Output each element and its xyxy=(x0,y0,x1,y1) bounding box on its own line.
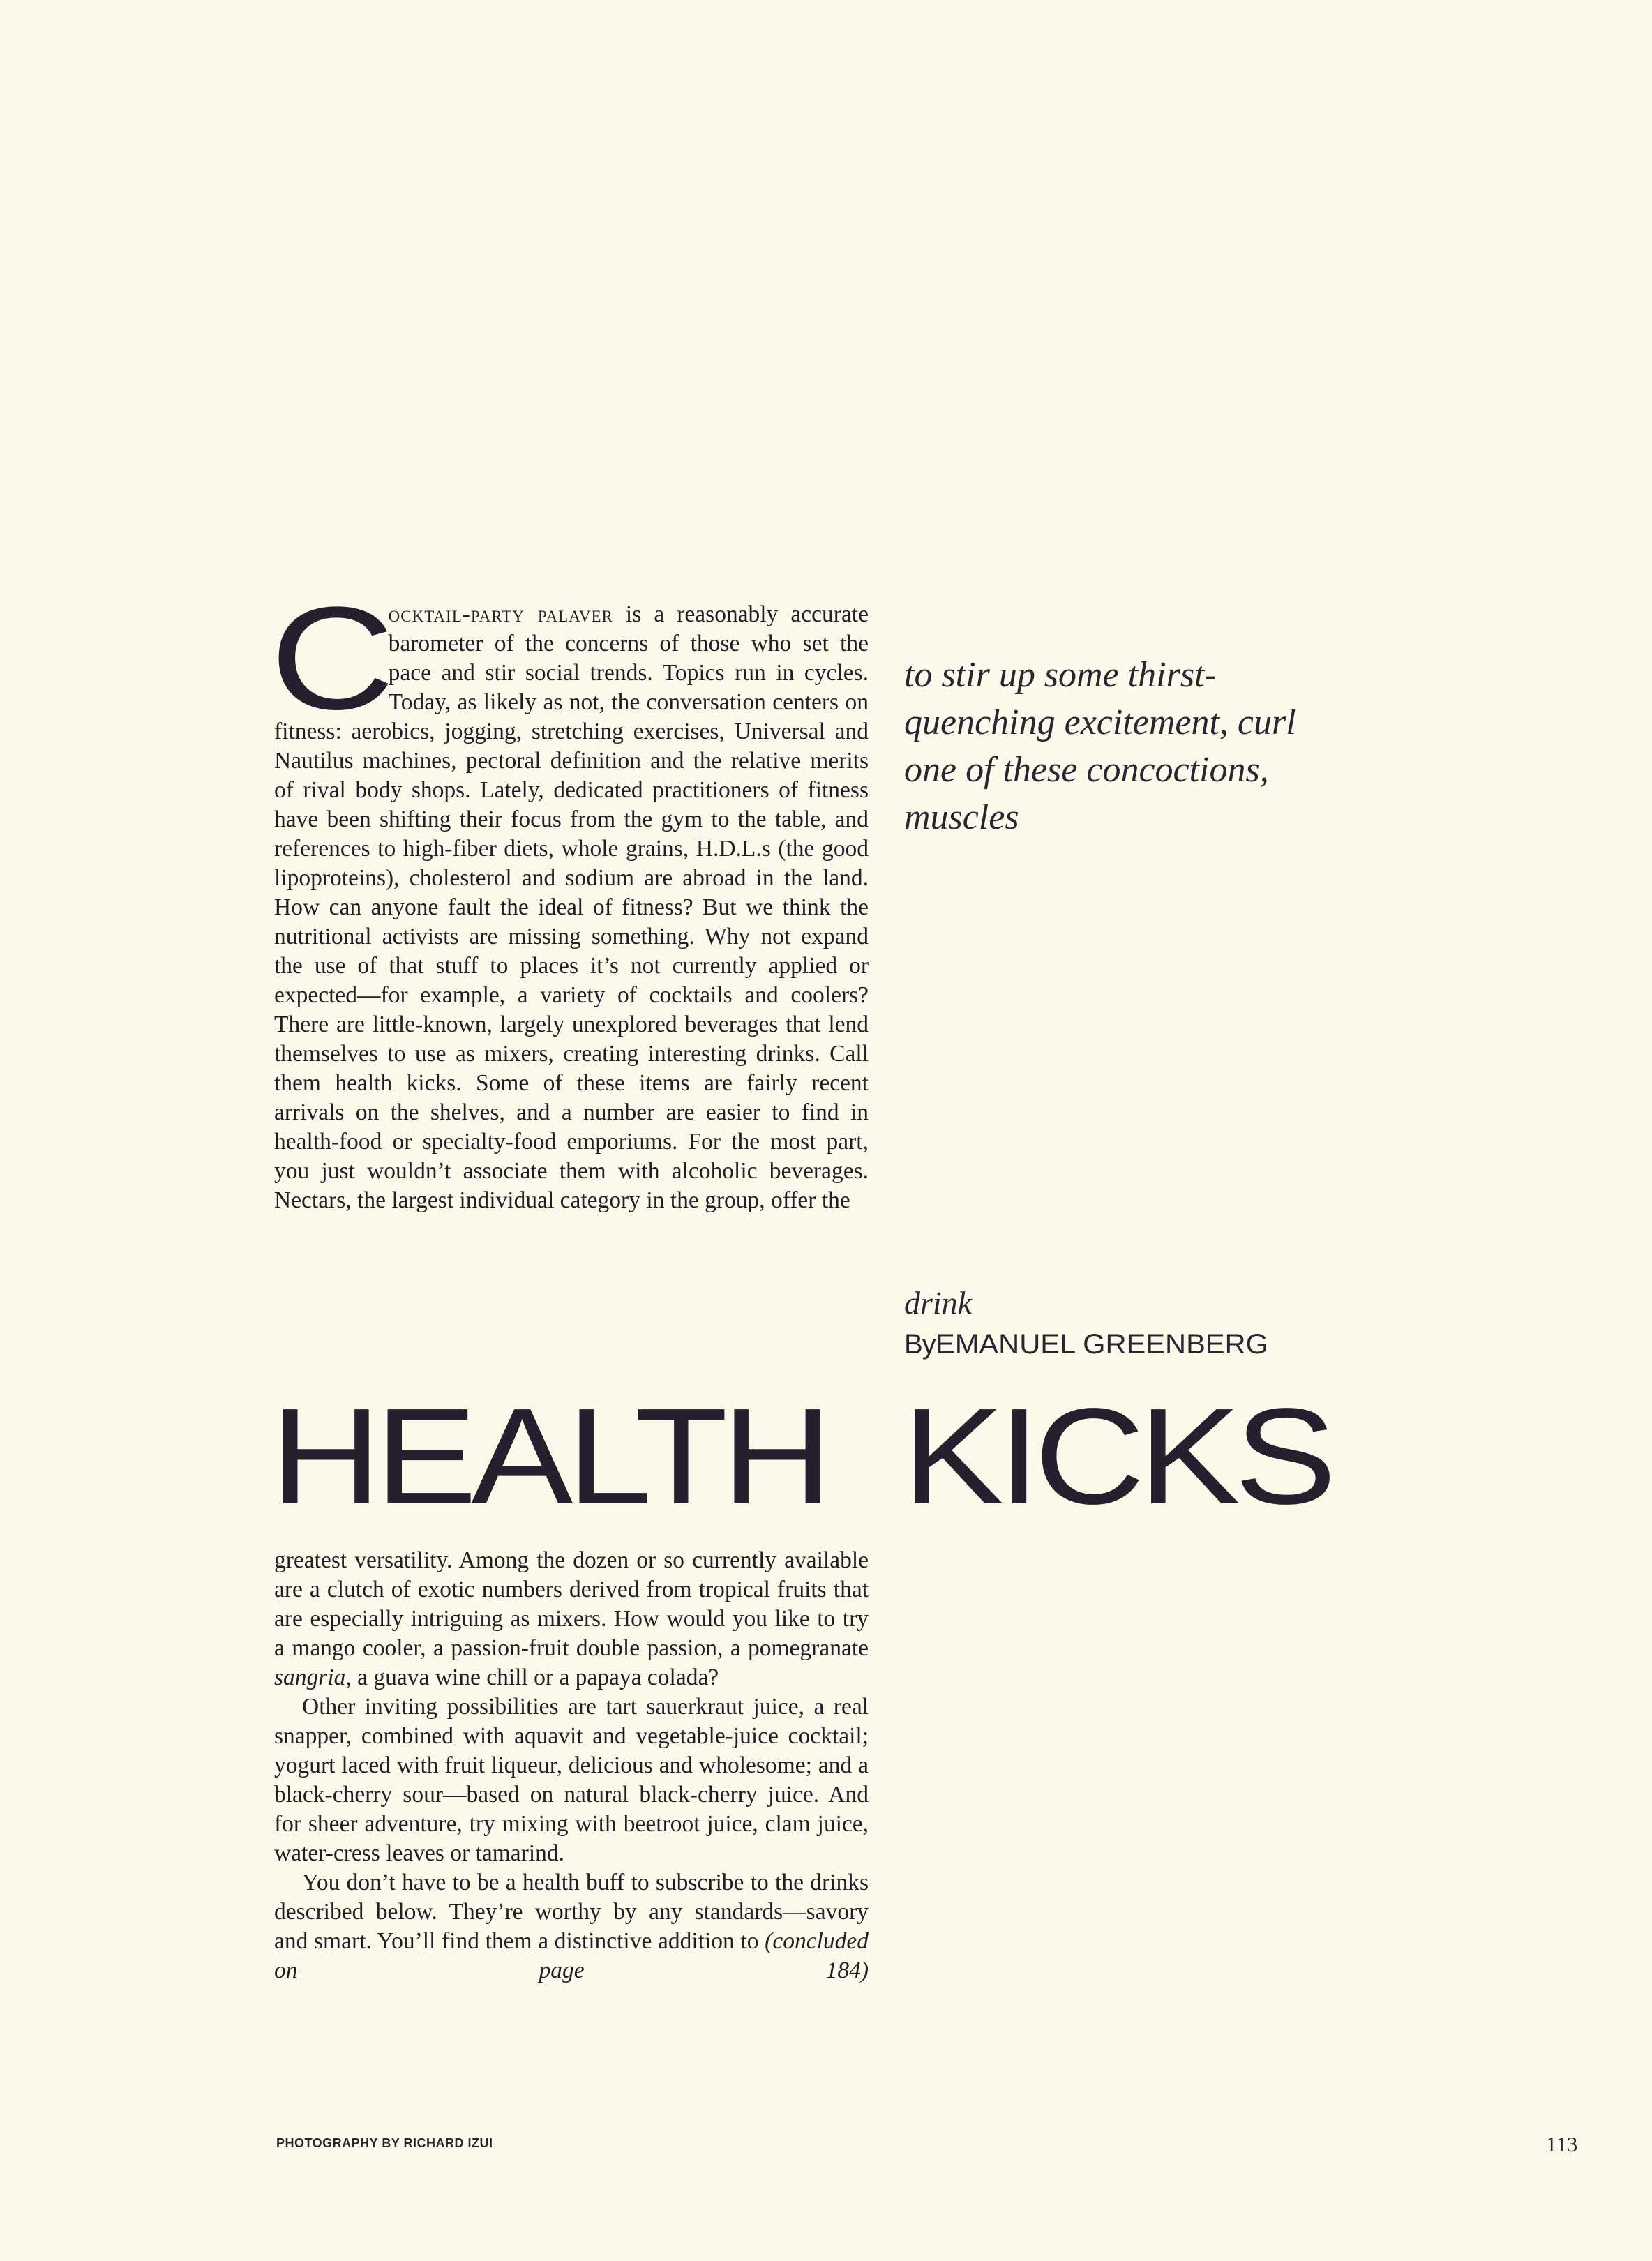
article-intro-column xyxy=(270,576,869,1215)
headline xyxy=(271,1380,1359,1533)
body-paragraph xyxy=(274,1546,869,1692)
headline-word-kicks: KICKS xyxy=(902,1380,1330,1533)
lead-in-smallcaps: ocktail-party palaver xyxy=(388,601,613,627)
pull-quote: to stir up some thirst-quenching excitement, curl one of these concoctions, muscles xyxy=(904,655,1296,837)
body-paragraph xyxy=(274,1868,869,1985)
page-number: 113 xyxy=(1546,2132,1578,2156)
byline-author: EMANUEL GREENBERG xyxy=(935,1329,1268,1360)
drop-cap: C xyxy=(270,576,392,740)
intro-text: is a reasonably accurate barometer of the concerns of those who set the pace and stir social trends. Topics run in cycles. Today, as likely as not, the conversation centers on fitness: aerobics, jogging, stretching exercises, Universal and Nautilus machines, pectoral definition and the relative merits of rival body shops. Lately, dedicated practitioners of fitness have been shifting their focus from the gym to the table, and references to high-fiber diets, whole grains, H.D.L.s (the good lipoproteins), cholesterol and sodium are abroad in the land. How can anyone fault the ideal of fitness? But we think the nutritional activists are missing something. Why not expand the use of that stuff to places it’s not currently applied or expected—for example, a variety of cocktails and coolers? There are little-known, largely unexplored beverages that lend themselves to use as mixers, creating interesting drinks. Call them health kicks. Some of these items are fairly recent arrivals on the shelves, and a number are easier to find in health-food or specialty-food emporiums. For the most part, you just wouldn’t associate them with alcoholic beverages. Nectars, the largest individual category in the group, offer the xyxy=(274,601,869,1213)
headline-word-health: HEALTH xyxy=(271,1380,827,1533)
byline xyxy=(904,1328,1268,1360)
body-text: greatest versatility. Among the dozen or so currently available are a clutch of exotic numbers derived from tropical fruits that are especially intriguing as mixers. How would you like to try a mango cooler, a passion-fruit double passion, a pomegranate xyxy=(274,1547,869,1661)
photo-credit: PHOTOGRAPHY BY RICHARD IZUI xyxy=(276,2136,493,2150)
byline-by: By xyxy=(904,1329,936,1360)
department-label: drink xyxy=(904,1285,973,1321)
body-paragraph xyxy=(274,1692,869,1868)
body-text: You don’t have to be a health buff to subscribe to the drinks described below. They’re worthy by any standards—savory and smart. You’ll find them a distinctive addition to xyxy=(274,1870,869,1954)
continued-note: (concluded on page 184) xyxy=(274,1928,869,1983)
body-text: , a guava wine chill or a papaya colada? xyxy=(345,1665,719,1690)
body-text: Other inviting possibilities are tart sauerkraut juice, a real snapper, combined with aquavit and vegetable-juice cocktail; yogurt laced with fruit liqueur, delicious and wholesome; and a black-cherry sour—based on natural black-cherry juice. And for sheer adventure, try mixing with beetroot juice, clam juice, water-cress leaves or tamarind. xyxy=(274,1694,869,1866)
body-text-italic: sangria xyxy=(274,1665,346,1690)
article-body-column xyxy=(274,1546,869,1985)
